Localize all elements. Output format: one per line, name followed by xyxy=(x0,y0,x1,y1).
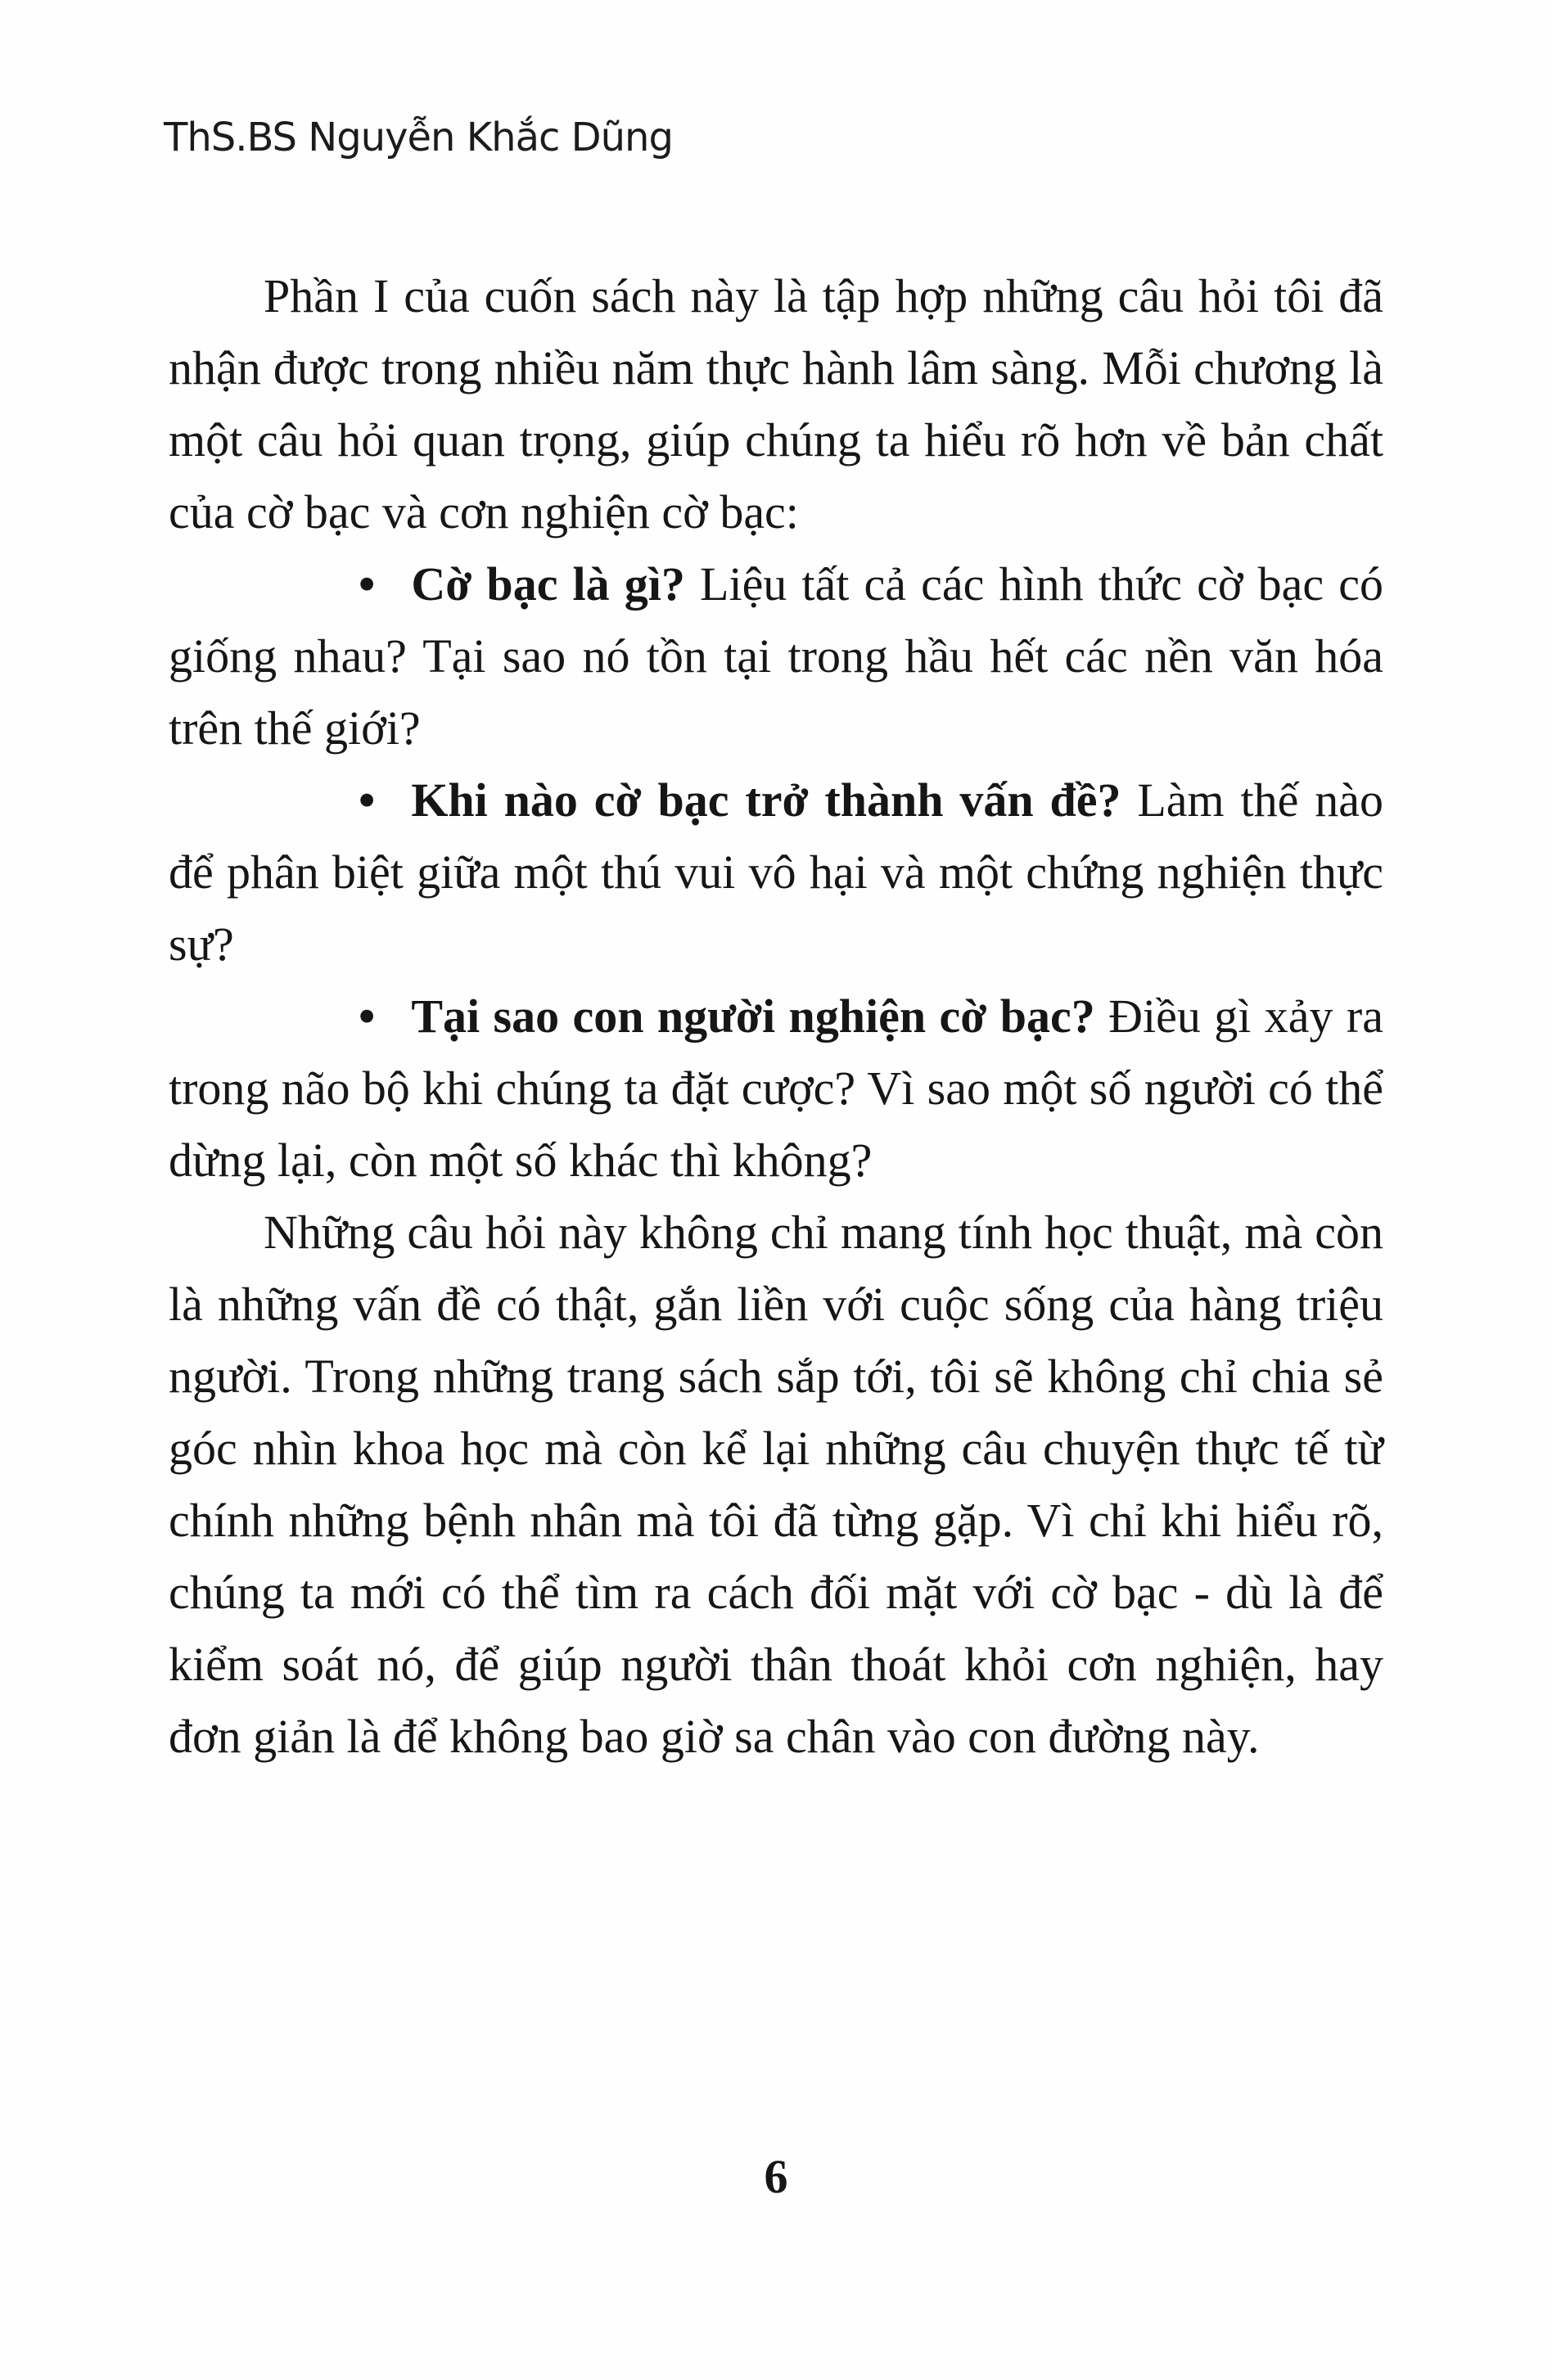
bullet-text: Làm thế nào để phân biệt giữa một thú vui vô hại và một chứng nghiện thực sự? xyxy=(169,773,1383,971)
bullet-item-2 xyxy=(169,764,1383,980)
bullet-lead: Tại sao con người nghiện cờ bạc? xyxy=(411,989,1095,1043)
bullet-icon: • xyxy=(359,773,376,827)
bullet-icon: • xyxy=(359,989,376,1043)
bullet-lead: Cờ bạc là gì? xyxy=(411,557,685,611)
page-number: 6 xyxy=(764,2150,788,2203)
bullet-item-1 xyxy=(169,548,1383,764)
bullet-text: Điều gì xảy ra trong não bộ khi chúng ta đặt cược? Vì sao một số người có thể dừng lại, còn một số khác thì không? xyxy=(169,989,1383,1187)
bullet-item-3 xyxy=(169,980,1383,1197)
body-text xyxy=(169,260,1383,1773)
bullet-icon: • xyxy=(359,557,376,611)
intro-paragraph: Phần I của cuốn sách này là tập hợp những câu hỏi tôi đã nhận được trong nhiều năm thực hành lâm sàng. Mỗi chương là một câu hỏi quan trọng, giúp chúng ta hiểu rõ hơn về bản chất của cờ bạc và cơn nghiện cờ bạc: xyxy=(169,269,1383,539)
closing-paragraph: Những câu hỏi này không chỉ mang tính học thuật, mà còn là những vấn đề có thật, gắn liền với cuộc sống của hàng triệu người. Trong những trang sách sắp tới, tôi sẽ không chỉ chia sẻ góc nhìn khoa học mà còn kể lại những câu chuyện thực tế từ chính những bệnh nhân mà tôi đã từng gặp. Vì chỉ khi hiểu rõ, chúng ta mới có thể tìm ra cách đối mặt với cờ bạc - dù là để kiểm soát nó, để giúp người thân thoát khỏi cơn nghiện, hay đơn giản là để không bao giờ sa chân vào con đường này. xyxy=(169,1206,1383,1763)
bullet-text: Liệu tất cả các hình thức cờ bạc có giống nhau? Tại sao nó tồn tại trong hầu hết các nền văn hóa trên thế giới? xyxy=(169,557,1383,755)
bullet-lead: Khi nào cờ bạc trở thành vấn đề? xyxy=(411,773,1121,827)
running-header: ThS.BS Nguyễn Khắc Dũng xyxy=(164,115,673,160)
